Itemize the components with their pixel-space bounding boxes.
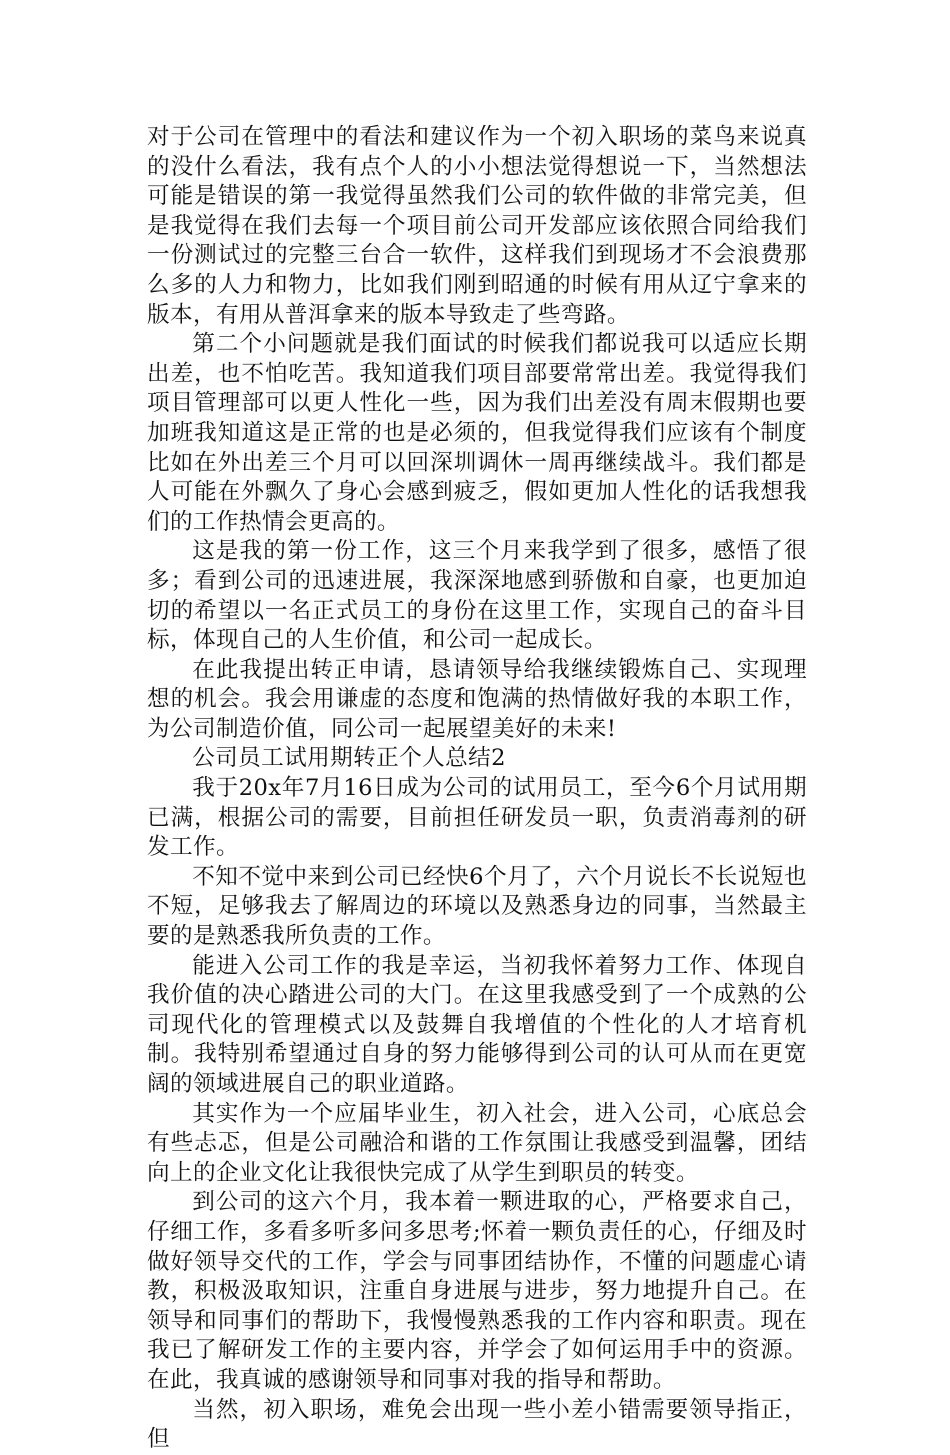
paragraph-first-job: 这是我的第一份工作，这三个月来我学到了很多，感悟了很多；看到公司的迅速进展，我深深地感到骄傲和自豪，也更加迫切的希望以一名正式员工的身份在这里工作，实现自己的奋斗目标，体现自己的人生价值，和公司一起成长。 (147, 538, 807, 654)
paragraph-mistakes: 当然，初入职场，难免会出现一些小差小错需要领导指正，但 (147, 1396, 807, 1453)
paragraph-probation-intro: 我于20x年7月16日成为公司的试用员工，至今6个月试用期已满，根据公司的需要，目前担任研发员一职，负责消毒剂的研发工作。 (147, 775, 807, 861)
document-body (147, 123, 807, 1455)
paragraph-business-travel: 第二个小问题就是我们面试的时候我们都说我可以适应长期出差，也不怕吃苦。我知道我们项目部要常常出差。我觉得我们项目管理部可以更人性化一些，因为我们出差没有周末假期也要加班我知道这是正常的也是必须的，但我觉得我们应该有个制度比如在外出差三个月可以回深圳调休一周再继续战斗。我们都是人可能在外飘久了身心会感到疲乏，假如更加人性化的话我想我们的工作热情会更高的。 (147, 331, 807, 535)
paragraph-graduate: 其实作为一个应届毕业生，初入社会，进入公司，心底总会有些忐忑，但是公司融洽和谐的工作氛围让我感受到温馨，团结向上的企业文化让我很快完成了从学生到职员的转变。 (147, 1100, 807, 1186)
paragraph-progress: 到公司的这六个月，我本着一颗进取的心，严格要求自己，仔细工作，多看多听多问多思考;怀着一颗负责任的心，仔细及时做好领导交代的工作，学会与同事团结协作，不懂的问题虚心请教，积极汲取知识，注重自身进展与进步，努力地提升自己。在领导和同事们的帮助下，我慢慢熟悉我的工作内容和职责。现在我已了解研发工作的主要内容，并学会了如何运用手中的资源。在此，我真诚的感谢领导和同事对我的指导和帮助。 (147, 1189, 807, 1393)
paragraph-six-months: 不知不觉中来到公司已经快6个月了，六个月说长不长说短也不短，足够我去了解周边的环境以及熟悉身边的同事，当然最主要的是熟悉我所负责的工作。 (147, 863, 807, 950)
section-heading: 公司员工试用期转正个人总结2 (192, 745, 506, 772)
paragraph-management-opinions: 对于公司在管理中的看法和建议作为一个初入职场的菜鸟来说真的没什么看法，我有点个人的小小想法觉得想说一下，当然想法可能是错误的第一我觉得虽然我们公司的软件做的非常完美，但是我觉得在我们去每一个项目前公司开发部应该依照合同给我们一份测试过的完整三台合一软件，这样我们到现场才不会浪费那么多的人力和物力，比如我们刚到昭通的时候有用从辽宁拿来的版本，有用从普洱拿来的版本导致走了些弯路。 (147, 124, 807, 328)
paragraph-fortunate: 能进入公司工作的我是幸运，当初我怀着努力工作、体现自我价值的决心踏进公司的大门。在这里我感受到了一个成熟的公司现代化的管理模式以及鼓舞自我增值的个性化的人才培育机制。我特别希望通过自身的努力能够得到公司的认可从而在更宽阔的领域进展自己的职业道路。 (147, 952, 807, 1097)
paragraph-application: 在此我提出转正申请，恳请领导给我继续锻炼自己、实现理想的机会。我会用谦虚的态度和饱满的热情做好我的本职工作，为公司制造价值，同公司一起展望美好的未来! (147, 656, 807, 742)
